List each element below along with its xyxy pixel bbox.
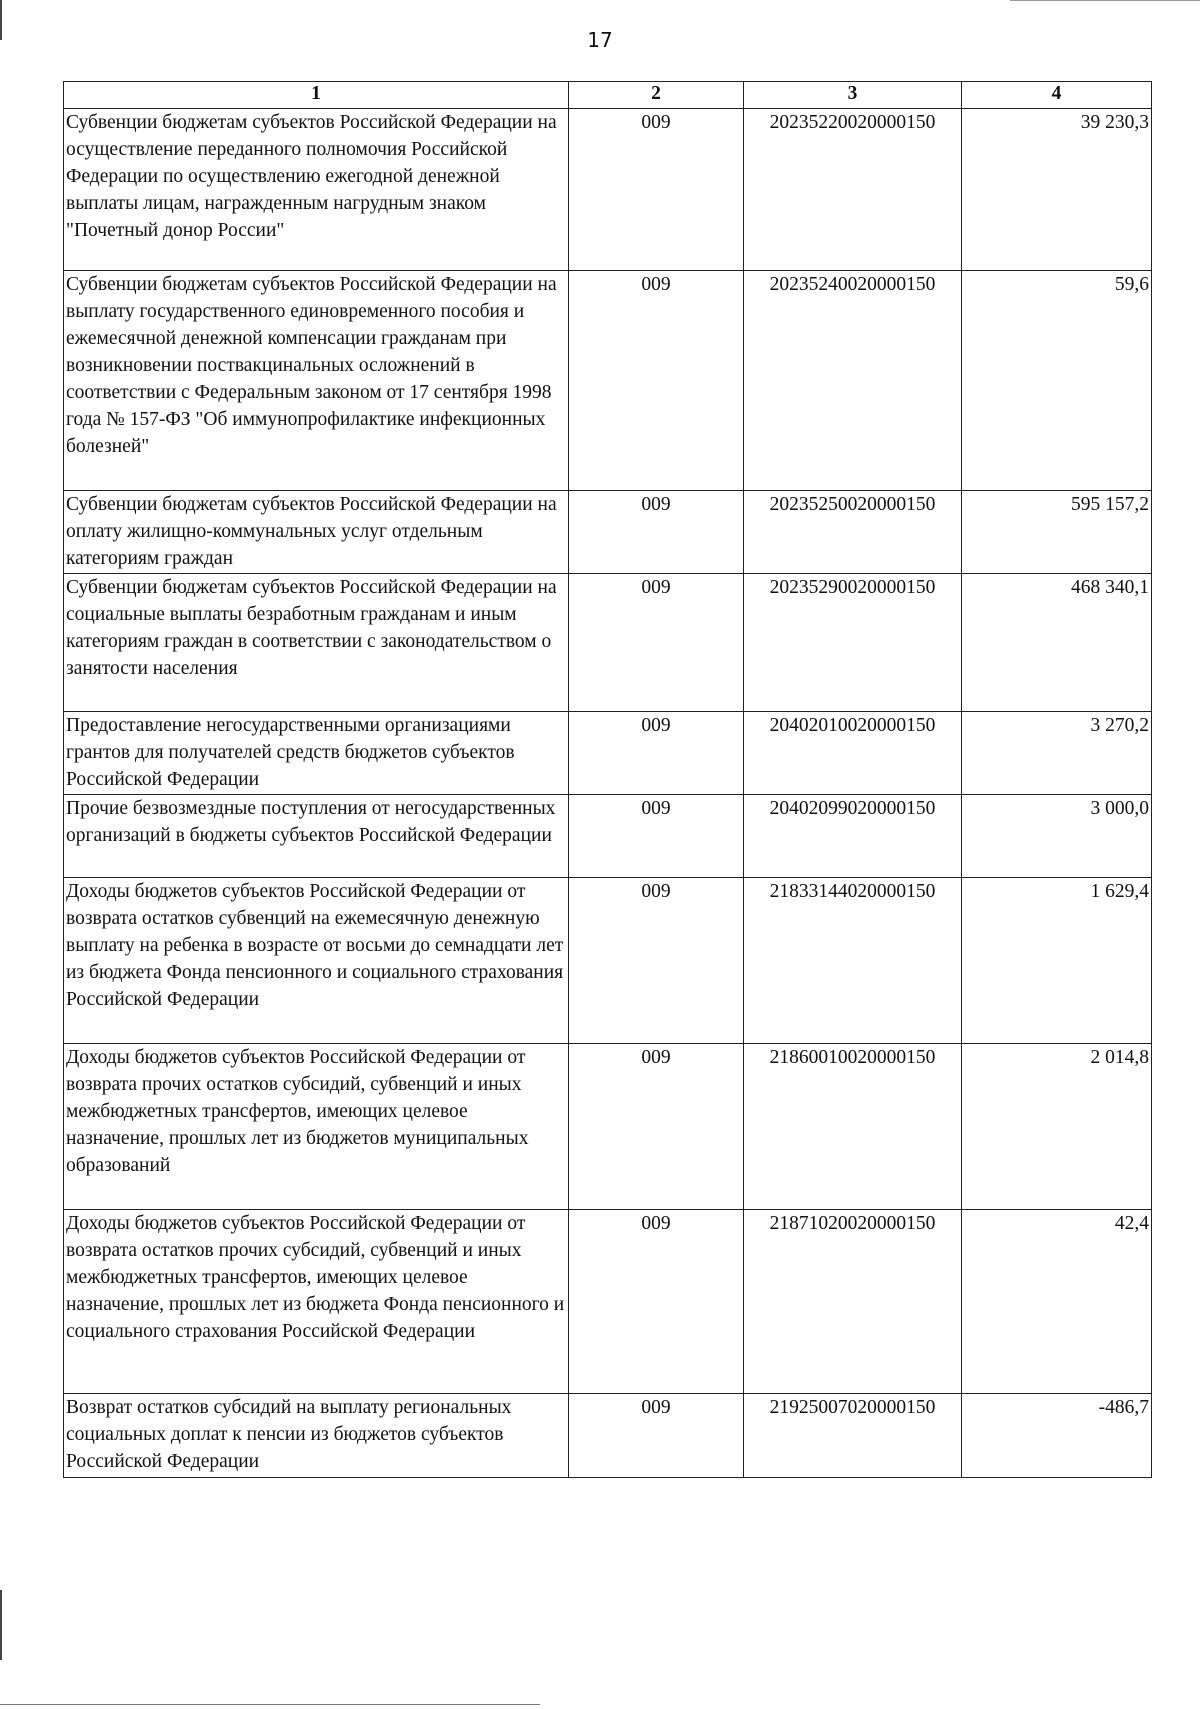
row-admin-code: 009: [569, 1044, 744, 1210]
table-row: [64, 878, 1152, 1044]
row-admin-code: 009: [569, 491, 744, 574]
row-budget-code: 20402010020000150: [744, 712, 962, 795]
header-col-1: 1: [64, 82, 569, 109]
row-amount: 1 629,4: [962, 878, 1152, 1044]
row-amount: 39 230,3: [962, 109, 1152, 271]
row-budget-code: 21860010020000150: [744, 1044, 962, 1210]
row-name: Субвенции бюджетам субъектов Российской Федерации на оплату жилищно-коммунальных услуг отдельным категориям граждан: [64, 491, 569, 574]
header-col-3: 3: [744, 82, 962, 109]
table-row: [64, 1394, 1152, 1478]
row-admin-code: 009: [569, 271, 744, 491]
row-name: Субвенции бюджетам субъектов Российской Федерации на выплату государственного единовременного пособия и ежемесячной денежной компенсации гражданам при возникновении поствакцинальных осложнений в соответствии с Федеральным законом от 17 сентября 1998 года № 157-ФЗ "Об иммунопрофилактике инфекционных болезней": [64, 271, 569, 491]
row-amount: 3 000,0: [962, 795, 1152, 878]
table-row: [64, 795, 1152, 878]
row-budget-code: 20235290020000150: [744, 574, 962, 712]
row-amount: -486,7: [962, 1394, 1152, 1478]
table-row: [64, 712, 1152, 795]
header-col-4: 4: [962, 82, 1152, 109]
page-number: 17: [587, 28, 613, 52]
row-name: Предоставление негосударственными организациями грантов для получателей средств бюджетов субъектов Российской Федерации: [64, 712, 569, 795]
row-name: Субвенции бюджетам субъектов Российской Федерации на социальные выплаты безработным гражданам и иным категориям граждан в соответствии с законодательством о занятости населения: [64, 574, 569, 712]
row-budget-code: 20235250020000150: [744, 491, 962, 574]
row-budget-code: 21925007020000150: [744, 1394, 962, 1478]
row-budget-code: 20235240020000150: [744, 271, 962, 491]
scan-edge-mark: [1010, 0, 1200, 1]
table-row: [64, 271, 1152, 491]
header-col-2: 2: [569, 82, 744, 109]
table-header-row: [64, 82, 1152, 109]
row-name: Возврат остатков субсидий на выплату региональных социальных доплат к пенсии из бюджетов субъектов Российской Федерации: [64, 1394, 569, 1478]
row-name: Доходы бюджетов субъектов Российской Федерации от возврата остатков прочих субсидий, субвенций и иных межбюджетных трансфертов, имеющих целевое назначение, прошлых лет из бюджета Фонда пенсионного и социального страхования Российской Федерации: [64, 1210, 569, 1394]
scan-edge-mark: [0, 0, 2, 40]
row-admin-code: 009: [569, 795, 744, 878]
row-admin-code: 009: [569, 1210, 744, 1394]
row-amount: 2 014,8: [962, 1044, 1152, 1210]
row-amount: 595 157,2: [962, 491, 1152, 574]
row-admin-code: 009: [569, 878, 744, 1044]
row-admin-code: 009: [569, 1394, 744, 1478]
table-row: [64, 491, 1152, 574]
row-admin-code: 009: [569, 109, 744, 271]
table-row: [64, 109, 1152, 271]
scan-edge-mark: [0, 1704, 540, 1705]
row-budget-code: 20235220020000150: [744, 109, 962, 271]
table-row: [64, 574, 1152, 712]
row-amount: 3 270,2: [962, 712, 1152, 795]
row-amount: 42,4: [962, 1210, 1152, 1394]
row-admin-code: 009: [569, 712, 744, 795]
row-admin-code: 009: [569, 574, 744, 712]
row-name: Субвенции бюджетам субъектов Российской Федерации на осуществление переданного полномочия Российской Федерации по осуществлению ежегодной денежной выплаты лицам, награжденным нагрудным знаком "Почетный донор России": [64, 109, 569, 271]
row-amount: 468 340,1: [962, 574, 1152, 712]
row-budget-code: 20402099020000150: [744, 795, 962, 878]
row-name: Доходы бюджетов субъектов Российской Федерации от возврата остатков субвенций на ежемесячную денежную выплату на ребенка в возрасте от восьми до семнадцати лет из бюджета Фонда пенсионного и социального страхования Российской Федерации: [64, 878, 569, 1044]
row-name: Доходы бюджетов субъектов Российской Федерации от возврата прочих остатков субсидий, субвенций и иных межбюджетных трансфертов, имеющих целевое назначение, прошлых лет из бюджетов муниципальных образований: [64, 1044, 569, 1210]
scan-edge-mark: [0, 1590, 2, 1660]
row-name: Прочие безвозмездные поступления от негосударственных организаций в бюджеты субъектов Российской Федерации: [64, 795, 569, 878]
revenue-table: [63, 81, 1152, 1478]
row-amount: 59,6: [962, 271, 1152, 491]
table-row: [64, 1044, 1152, 1210]
row-budget-code: 21833144020000150: [744, 878, 962, 1044]
row-budget-code: 21871020020000150: [744, 1210, 962, 1394]
table-row: [64, 1210, 1152, 1394]
